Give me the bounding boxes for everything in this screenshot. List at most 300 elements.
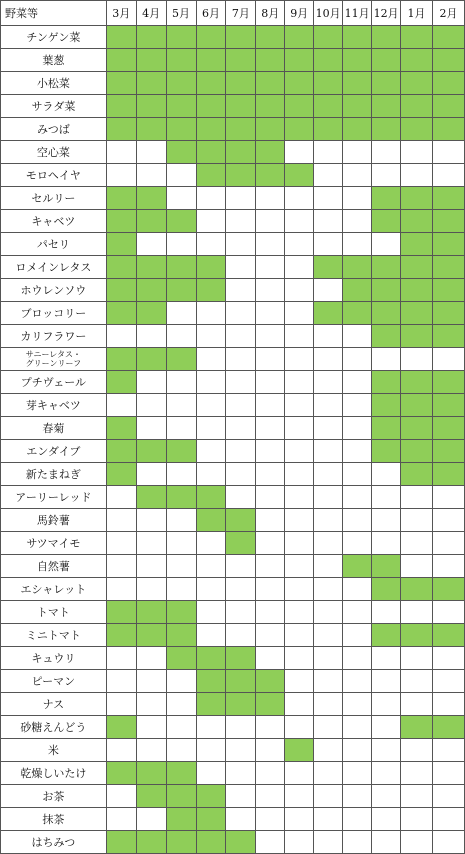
month-cell-available: [196, 118, 226, 141]
month-cell-empty: [285, 325, 314, 348]
month-cell-empty: [432, 141, 464, 164]
month-cell-empty: [166, 233, 196, 256]
month-cell-available: [166, 785, 196, 808]
table-row: [1, 141, 465, 164]
month-cell-available: [372, 325, 401, 348]
item-name: 馬鈴薯: [1, 509, 107, 532]
month-cell-available: [166, 72, 196, 95]
month-cell-available: [196, 164, 226, 187]
month-cell-empty: [432, 785, 464, 808]
item-name: キャベツ: [1, 210, 107, 233]
month-cell-empty: [166, 532, 196, 555]
month-cell-available: [106, 72, 136, 95]
month-cell-empty: [314, 210, 343, 233]
month-cell-empty: [226, 256, 256, 279]
month-cell-available: [432, 325, 464, 348]
month-cell-empty: [285, 187, 314, 210]
month-cell-empty: [136, 394, 166, 417]
month-cell-empty: [196, 210, 226, 233]
month-cell-empty: [256, 371, 285, 394]
item-name: サラダ菜: [1, 95, 107, 118]
month-cell-available: [196, 72, 226, 95]
month-cell-available: [106, 463, 136, 486]
month-cell-available: [343, 279, 372, 302]
item-name: 春菊: [1, 417, 107, 440]
month-cell-available: [106, 371, 136, 394]
table-row: [1, 532, 465, 555]
month-cell-available: [136, 118, 166, 141]
month-cell-empty: [256, 739, 285, 762]
month-cell-empty: [196, 233, 226, 256]
month-cell-available: [226, 26, 256, 49]
table-row: [1, 670, 465, 693]
month-cell-empty: [401, 509, 433, 532]
month-cell-available: [106, 279, 136, 302]
month-header: 3月: [106, 1, 136, 26]
table-row: [1, 509, 465, 532]
month-cell-available: [196, 693, 226, 716]
month-cell-available: [166, 601, 196, 624]
month-cell-available: [432, 256, 464, 279]
month-cell-empty: [166, 394, 196, 417]
item-name: ブロッコリー: [1, 302, 107, 325]
month-cell-empty: [314, 417, 343, 440]
month-cell-available: [285, 118, 314, 141]
month-cell-empty: [343, 187, 372, 210]
month-cell-empty: [256, 302, 285, 325]
item-name: モロヘイヤ: [1, 164, 107, 187]
month-cell-available: [106, 831, 136, 854]
month-cell-empty: [432, 348, 464, 371]
month-cell-empty: [343, 532, 372, 555]
month-cell-empty: [343, 141, 372, 164]
month-cell-available: [256, 164, 285, 187]
month-cell-empty: [256, 785, 285, 808]
month-cell-empty: [285, 417, 314, 440]
month-cell-available: [432, 371, 464, 394]
month-cell-empty: [196, 440, 226, 463]
month-cell-empty: [285, 670, 314, 693]
month-cell-empty: [401, 532, 433, 555]
month-cell-empty: [256, 532, 285, 555]
month-cell-empty: [285, 371, 314, 394]
month-cell-empty: [314, 578, 343, 601]
table-row: [1, 302, 465, 325]
month-cell-available: [226, 164, 256, 187]
month-cell-available: [401, 463, 433, 486]
table-row: [1, 210, 465, 233]
month-cell-available: [196, 49, 226, 72]
month-cell-empty: [314, 141, 343, 164]
table-row: [1, 256, 465, 279]
month-cell-available: [401, 49, 433, 72]
month-cell-empty: [314, 762, 343, 785]
table-row: [1, 831, 465, 854]
month-cell-empty: [314, 624, 343, 647]
month-cell-available: [136, 95, 166, 118]
month-cell-available: [166, 831, 196, 854]
month-cell-available: [285, 49, 314, 72]
month-header: 9月: [285, 1, 314, 26]
month-cell-available: [106, 49, 136, 72]
month-cell-available: [106, 187, 136, 210]
month-cell-empty: [372, 831, 401, 854]
month-header: 10月: [314, 1, 343, 26]
month-cell-available: [343, 49, 372, 72]
month-cell-empty: [314, 785, 343, 808]
month-cell-empty: [401, 785, 433, 808]
month-cell-available: [196, 808, 226, 831]
month-cell-empty: [343, 394, 372, 417]
month-cell-available: [136, 486, 166, 509]
month-cell-available: [372, 95, 401, 118]
month-cell-empty: [136, 463, 166, 486]
table-row: [1, 164, 465, 187]
month-cell-empty: [166, 302, 196, 325]
month-cell-available: [136, 440, 166, 463]
month-cell-available: [343, 302, 372, 325]
item-name: カリフラワー: [1, 325, 107, 348]
item-name: トマト: [1, 601, 107, 624]
month-cell-empty: [196, 601, 226, 624]
month-cell-available: [401, 95, 433, 118]
month-cell-empty: [166, 164, 196, 187]
item-name: 自然薯: [1, 555, 107, 578]
month-cell-available: [166, 279, 196, 302]
month-cell-available: [226, 141, 256, 164]
month-cell-available: [372, 578, 401, 601]
month-cell-empty: [401, 670, 433, 693]
month-cell-available: [166, 95, 196, 118]
month-cell-empty: [372, 808, 401, 831]
month-cell-available: [314, 95, 343, 118]
month-cell-available: [226, 49, 256, 72]
month-cell-available: [401, 624, 433, 647]
month-cell-empty: [432, 486, 464, 509]
month-cell-empty: [343, 785, 372, 808]
month-cell-available: [136, 279, 166, 302]
month-cell-empty: [136, 325, 166, 348]
month-cell-available: [401, 72, 433, 95]
month-cell-available: [226, 532, 256, 555]
month-cell-empty: [372, 647, 401, 670]
month-cell-empty: [401, 647, 433, 670]
month-cell-empty: [314, 463, 343, 486]
table-row: [1, 647, 465, 670]
month-cell-available: [166, 256, 196, 279]
table-row: [1, 348, 465, 371]
month-cell-available: [314, 302, 343, 325]
month-cell-available: [226, 118, 256, 141]
month-cell-empty: [343, 509, 372, 532]
month-cell-empty: [166, 670, 196, 693]
month-cell-available: [106, 26, 136, 49]
item-name: ピーマン: [1, 670, 107, 693]
month-cell-available: [432, 26, 464, 49]
month-cell-empty: [285, 785, 314, 808]
month-cell-empty: [401, 808, 433, 831]
month-cell-empty: [314, 831, 343, 854]
item-name: サツマイモ: [1, 532, 107, 555]
table-row: [1, 808, 465, 831]
month-cell-empty: [432, 555, 464, 578]
month-cell-available: [401, 279, 433, 302]
month-cell-empty: [314, 279, 343, 302]
month-cell-empty: [166, 739, 196, 762]
month-header: 8月: [256, 1, 285, 26]
month-cell-available: [372, 118, 401, 141]
month-cell-available: [196, 486, 226, 509]
item-name: 葉葱: [1, 49, 107, 72]
month-cell-empty: [314, 532, 343, 555]
month-cell-empty: [314, 348, 343, 371]
month-cell-empty: [256, 509, 285, 532]
month-cell-empty: [136, 693, 166, 716]
month-cell-available: [226, 72, 256, 95]
month-cell-empty: [226, 417, 256, 440]
month-header: 4月: [136, 1, 166, 26]
month-cell-empty: [401, 693, 433, 716]
month-cell-empty: [256, 762, 285, 785]
month-cell-empty: [106, 739, 136, 762]
item-name: 空心菜: [1, 141, 107, 164]
table-row: [1, 49, 465, 72]
month-header: 5月: [166, 1, 196, 26]
month-cell-available: [401, 26, 433, 49]
month-cell-empty: [285, 302, 314, 325]
month-cell-available: [432, 210, 464, 233]
month-cell-available: [314, 72, 343, 95]
month-cell-empty: [166, 417, 196, 440]
month-cell-empty: [285, 279, 314, 302]
month-cell-available: [432, 716, 464, 739]
month-cell-available: [136, 785, 166, 808]
month-cell-available: [136, 187, 166, 210]
month-cell-available: [226, 509, 256, 532]
item-name: ミニトマト: [1, 624, 107, 647]
month-cell-available: [196, 509, 226, 532]
item-name: ホウレンソウ: [1, 279, 107, 302]
month-cell-empty: [314, 647, 343, 670]
month-cell-available: [106, 601, 136, 624]
table-row: [1, 72, 465, 95]
month-cell-available: [136, 210, 166, 233]
table-row: [1, 279, 465, 302]
table-row: [1, 486, 465, 509]
month-cell-empty: [285, 486, 314, 509]
table-row: [1, 578, 465, 601]
month-cell-empty: [106, 808, 136, 831]
month-cell-empty: [136, 716, 166, 739]
month-cell-empty: [196, 716, 226, 739]
month-cell-available: [401, 716, 433, 739]
month-cell-available: [106, 762, 136, 785]
month-cell-empty: [343, 371, 372, 394]
month-cell-available: [106, 256, 136, 279]
month-cell-empty: [226, 348, 256, 371]
month-cell-empty: [343, 808, 372, 831]
month-cell-empty: [314, 716, 343, 739]
month-cell-empty: [256, 187, 285, 210]
month-cell-empty: [432, 831, 464, 854]
month-cell-available: [372, 279, 401, 302]
month-cell-available: [196, 95, 226, 118]
month-cell-available: [256, 26, 285, 49]
table-row: [1, 601, 465, 624]
month-cell-empty: [343, 578, 372, 601]
month-cell-available: [285, 72, 314, 95]
month-cell-available: [372, 417, 401, 440]
month-cell-empty: [314, 440, 343, 463]
month-cell-empty: [314, 601, 343, 624]
month-cell-empty: [372, 785, 401, 808]
month-cell-available: [432, 72, 464, 95]
month-cell-available: [136, 624, 166, 647]
month-cell-available: [226, 693, 256, 716]
month-cell-available: [343, 95, 372, 118]
month-cell-available: [432, 279, 464, 302]
month-cell-available: [372, 371, 401, 394]
month-cell-available: [343, 256, 372, 279]
item-name: 乾燥しいたけ: [1, 762, 107, 785]
month-cell-available: [256, 693, 285, 716]
month-cell-available: [166, 647, 196, 670]
month-cell-available: [401, 302, 433, 325]
month-cell-empty: [372, 463, 401, 486]
month-cell-empty: [196, 463, 226, 486]
month-header: 7月: [226, 1, 256, 26]
month-cell-empty: [106, 141, 136, 164]
month-cell-available: [432, 394, 464, 417]
month-cell-available: [106, 233, 136, 256]
month-cell-available: [256, 95, 285, 118]
month-cell-available: [166, 348, 196, 371]
month-cell-empty: [285, 394, 314, 417]
month-cell-empty: [226, 233, 256, 256]
month-cell-available: [256, 670, 285, 693]
month-cell-empty: [285, 624, 314, 647]
month-cell-available: [401, 417, 433, 440]
table-row: [1, 716, 465, 739]
month-cell-empty: [401, 831, 433, 854]
month-cell-empty: [226, 762, 256, 785]
month-cell-empty: [314, 509, 343, 532]
month-cell-empty: [226, 739, 256, 762]
month-cell-available: [372, 256, 401, 279]
month-cell-available: [166, 762, 196, 785]
month-cell-empty: [166, 693, 196, 716]
item-name: 小松菜: [1, 72, 107, 95]
month-cell-empty: [343, 831, 372, 854]
month-cell-available: [166, 808, 196, 831]
month-cell-available: [196, 785, 226, 808]
item-name: サニーレタス・ グリーンリーフ: [1, 348, 107, 371]
month-cell-empty: [136, 233, 166, 256]
month-cell-empty: [196, 348, 226, 371]
month-cell-empty: [432, 808, 464, 831]
month-cell-empty: [226, 716, 256, 739]
month-cell-available: [136, 302, 166, 325]
month-cell-empty: [226, 624, 256, 647]
month-cell-empty: [226, 371, 256, 394]
month-cell-empty: [106, 486, 136, 509]
month-cell-available: [401, 440, 433, 463]
month-cell-available: [106, 716, 136, 739]
month-cell-empty: [432, 509, 464, 532]
month-cell-empty: [343, 417, 372, 440]
item-name: キュウリ: [1, 647, 107, 670]
month-cell-available: [432, 302, 464, 325]
item-name: プチヴェール: [1, 371, 107, 394]
month-cell-empty: [136, 509, 166, 532]
month-cell-empty: [285, 440, 314, 463]
month-cell-empty: [372, 739, 401, 762]
month-cell-empty: [285, 233, 314, 256]
month-cell-empty: [432, 532, 464, 555]
month-cell-available: [166, 118, 196, 141]
month-cell-available: [106, 348, 136, 371]
month-cell-empty: [343, 739, 372, 762]
month-cell-available: [285, 739, 314, 762]
month-cell-available: [401, 325, 433, 348]
month-cell-empty: [256, 417, 285, 440]
month-cell-empty: [314, 693, 343, 716]
month-cell-empty: [343, 647, 372, 670]
month-cell-available: [166, 210, 196, 233]
month-cell-empty: [401, 348, 433, 371]
month-cell-empty: [285, 555, 314, 578]
month-cell-empty: [432, 739, 464, 762]
month-cell-empty: [285, 601, 314, 624]
month-cell-empty: [196, 417, 226, 440]
month-cell-available: [401, 578, 433, 601]
item-name: 芽キャベツ: [1, 394, 107, 417]
month-cell-empty: [256, 578, 285, 601]
month-cell-empty: [285, 578, 314, 601]
table-row: [1, 118, 465, 141]
month-cell-empty: [372, 233, 401, 256]
month-cell-empty: [256, 440, 285, 463]
month-cell-empty: [256, 831, 285, 854]
month-cell-available: [314, 26, 343, 49]
month-cell-empty: [136, 532, 166, 555]
month-cell-empty: [285, 141, 314, 164]
month-cell-empty: [226, 578, 256, 601]
month-cell-available: [432, 463, 464, 486]
month-cell-empty: [285, 693, 314, 716]
month-cell-empty: [432, 693, 464, 716]
item-name: 砂糖えんどう: [1, 716, 107, 739]
month-cell-empty: [196, 394, 226, 417]
month-cell-available: [432, 417, 464, 440]
month-cell-available: [372, 394, 401, 417]
month-cell-empty: [226, 302, 256, 325]
month-cell-empty: [314, 394, 343, 417]
month-cell-available: [226, 647, 256, 670]
month-cell-empty: [106, 693, 136, 716]
month-cell-empty: [401, 141, 433, 164]
month-cell-empty: [226, 486, 256, 509]
month-cell-empty: [285, 210, 314, 233]
month-cell-empty: [256, 463, 285, 486]
month-cell-available: [372, 187, 401, 210]
month-cell-available: [106, 417, 136, 440]
month-cell-available: [196, 670, 226, 693]
month-cell-empty: [401, 601, 433, 624]
item-name: パセリ: [1, 233, 107, 256]
month-cell-empty: [256, 256, 285, 279]
month-cell-empty: [314, 164, 343, 187]
